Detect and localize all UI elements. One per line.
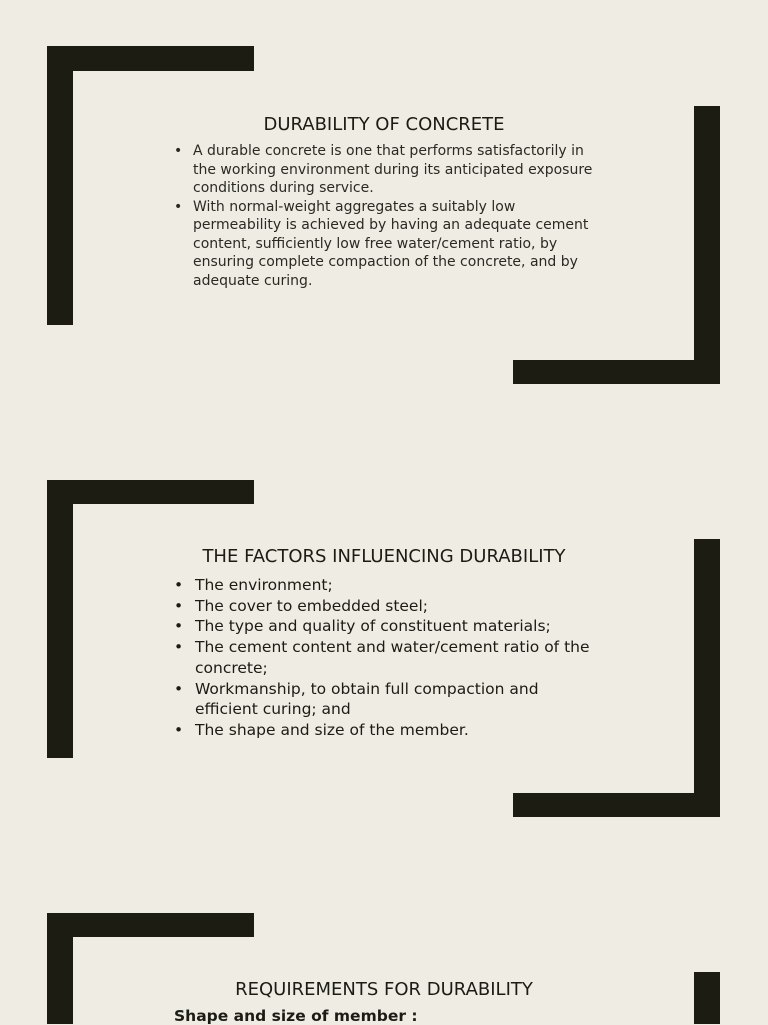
slide-1-bottom-right-bracket-vertical	[694, 106, 720, 384]
slide-2-bullet-list	[174, 575, 594, 741]
list-item: • With normal-weight aggregates a suitably low permeability is achieved by having an adequate cement content, sufficiently low free water/cement ratio, by ensuring complete compaction of the concrete, and by adequate curing.	[174, 198, 594, 291]
slide-3-title: REQUIREMENTS FOR DURABILITY	[235, 979, 533, 1000]
list-item: • The type and quality of constituent materials;	[174, 616, 594, 637]
list-item: • The shape and size of the member.	[174, 720, 594, 741]
slide-2-bottom-right-bracket-horizontal	[513, 793, 720, 817]
slide-2-title: THE FACTORS INFLUENCING DURABILITY	[202, 546, 566, 567]
list-item: • The environment;	[174, 575, 594, 596]
slide-3-top-left-bracket-horizontal	[47, 913, 254, 937]
list-item: • Workmanship, to obtain full compaction and efficient curing; and	[174, 679, 594, 720]
slide-3-subheading: Shape and size of member :	[174, 1007, 418, 1025]
slide-1-top-left-bracket-horizontal	[47, 46, 254, 71]
slide-1-title: DURABILITY OF CONCRETE	[263, 114, 505, 135]
list-item: • The cement content and water/cement ratio of the concrete;	[174, 637, 594, 678]
slide-3-top-left-bracket-vertical	[47, 913, 73, 1024]
list-item: • The cover to embedded steel;	[174, 596, 594, 617]
slide-2-top-left-bracket-horizontal	[47, 480, 254, 504]
slide-1-bottom-right-bracket-horizontal	[513, 360, 720, 384]
list-item: • A durable concrete is one that performs satisfactorily in the working environment during its anticipated exposure conditions during service.	[174, 142, 594, 198]
slide-2-top-left-bracket-vertical	[47, 480, 73, 758]
slide-1-bullet-list	[174, 142, 594, 290]
slide-2-bottom-right-bracket-vertical	[694, 539, 720, 817]
slide-1-top-left-bracket-vertical	[47, 46, 73, 325]
